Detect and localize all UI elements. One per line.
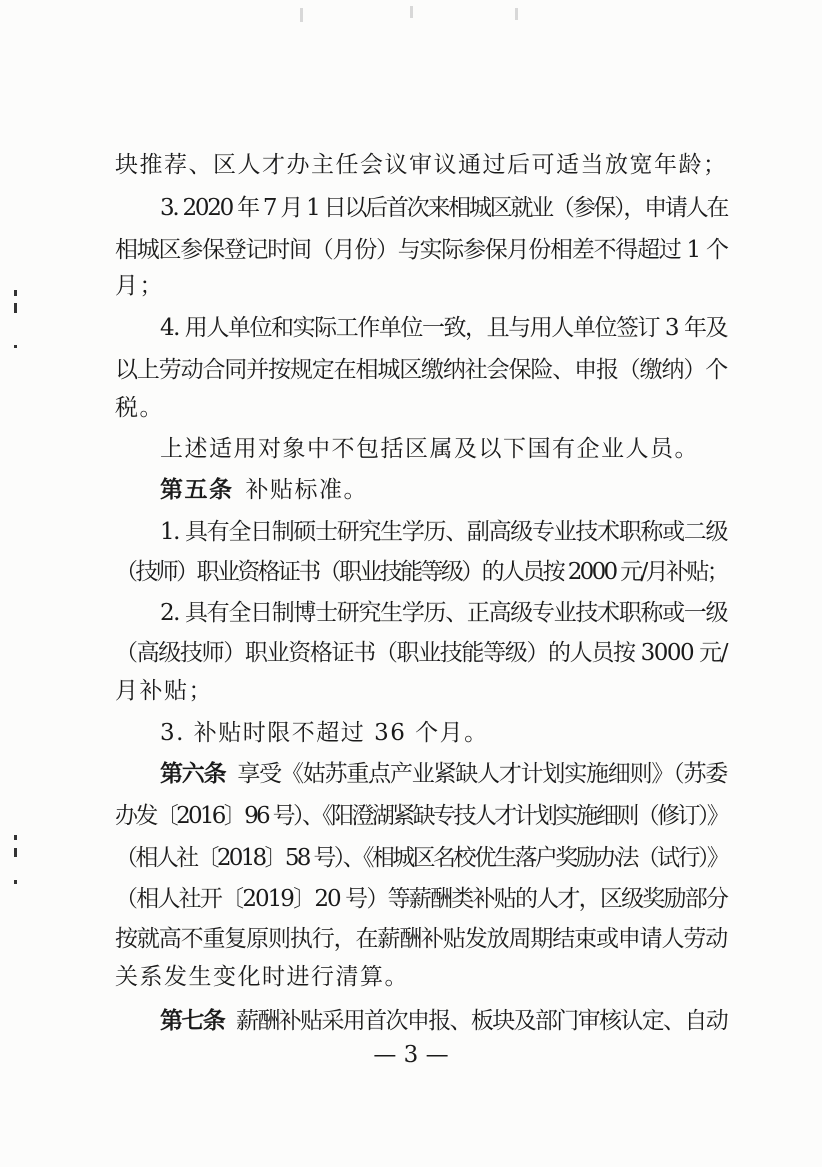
text-line: 按就高不重复原则执行，在薪酬补贴发放周期结束或申请人劳动 <box>115 926 727 952</box>
text-line: 2. 具有全日制博士研究生学历、正高级专业技术职称或一级 <box>160 600 727 626</box>
page-number: — 3 — <box>373 1042 449 1068</box>
text-line: 块推荐、区人才办主任会议审议通过后可适当放宽年龄； <box>115 152 728 178</box>
binding-mark <box>14 835 17 840</box>
text-line: （相人社〔2018〕58 号）、《相城区名校优生落户奖励办法（试行）》 <box>115 845 727 871</box>
article-text: 享受《姑苏重点产业紧缺人才计划实施细则》（苏委 <box>237 761 728 787</box>
text-line: 3. 2020 年 7 月 1 日以后首次来相城区就业（参保），申请人在 <box>160 195 728 221</box>
binding-mark <box>14 848 17 857</box>
text-line: 月； <box>115 273 164 299</box>
text-line: （高级技师）职业资格证书（职业技能等级）的人员按 3000 元/ <box>115 640 727 666</box>
article-label: 第七条 <box>160 1007 225 1034</box>
article-line <box>160 1006 727 1036</box>
article-text: 补贴标准。 <box>245 477 368 503</box>
article-label: 第六条 <box>160 760 226 787</box>
text-line: 上述适用对象中不包括区属及以下国有企业人员。 <box>160 436 699 462</box>
scan-mark <box>300 8 303 22</box>
binding-mark <box>14 303 17 313</box>
text-line: 税。 <box>115 395 164 421</box>
text-line: 3. 补贴时限不超过 36 个月。 <box>160 720 489 746</box>
binding-mark <box>14 345 17 348</box>
article-text: 薪酬补贴采用首次申报、板块及部门审核认定、自动 <box>236 1008 728 1034</box>
text-line: 以上劳动合同并按规定在相城区缴纳社会保险、申报（缴纳）个 <box>115 357 727 383</box>
text-line: 关系发生变化时进行清算。 <box>115 964 409 990</box>
text-line: 月补贴； <box>115 678 213 704</box>
text-line: （相人社开〔2019〕20 号）等薪酬类补贴的人才，区级奖励部分 <box>115 886 727 912</box>
text-line: 1. 具有全日制硕士研究生学历、副高级专业技术职称或二级 <box>160 519 727 545</box>
scan-mark <box>410 6 413 18</box>
binding-mark <box>14 880 17 884</box>
binding-mark <box>14 290 17 296</box>
scan-mark <box>515 8 518 20</box>
text-line: 办发〔2016〕96 号）、《阳澄湖紧缺专技人才计划实施细则（修订）》 <box>115 803 727 829</box>
article-label: 第五条 <box>160 476 234 503</box>
article-line <box>160 759 727 789</box>
article-line <box>160 475 727 505</box>
text-line: （技师）职业资格证书（职业技能等级）的人员按 2000 元/月补贴； <box>115 559 727 585</box>
text-line: 4. 用人单位和实际工作单位一致，且与用人单位签订 3 年及 <box>160 315 727 341</box>
text-line: 相城区参保登记时间（月份）与实际参保月份相差不得超过 1 个 <box>115 237 728 263</box>
